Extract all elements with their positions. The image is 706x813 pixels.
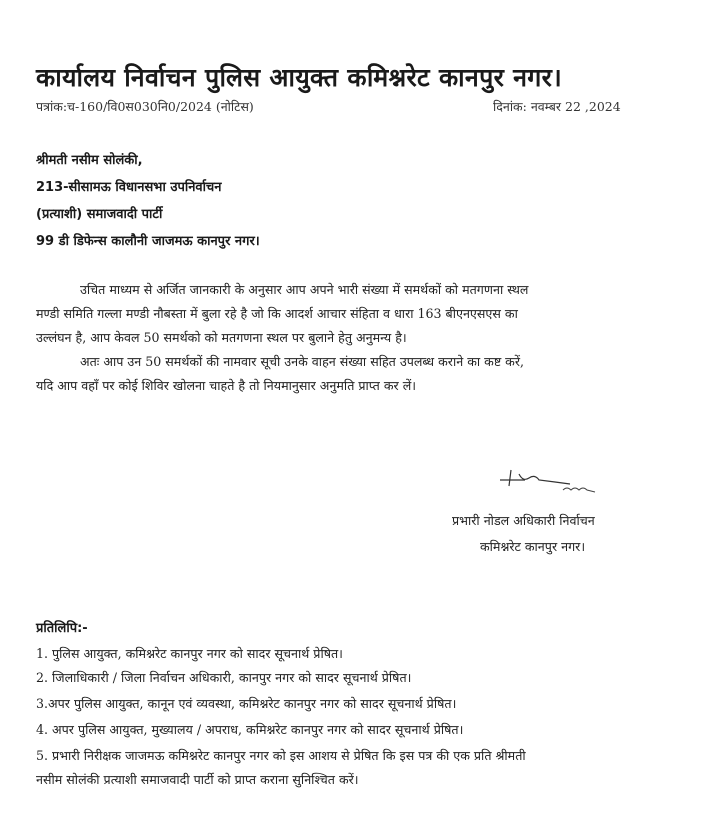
body-line: अतः आप उन 50 समर्थकों की नामवार सूची उनके वाहन संख्या सहित उपलब्ध कराने का कष्ट करें,	[80, 354, 525, 369]
letter-date: दिनांक: नवम्बर 22 ,2024	[493, 99, 621, 114]
copy-item: नसीम सोलंकी प्रत्याशी समाजवादी पार्टी को प्राप्त कराना सुनिश्चित करें।	[36, 772, 359, 787]
body-line: मण्डी समिति गल्ला मण्डी नौबस्ता में बुला रहे है जो कि आदर्श आचार संहिता व धारा 163 बीएनएसएस का	[36, 306, 518, 321]
copies-heading: प्रतिलिपि:-	[36, 621, 88, 636]
copy-item: 4. अपर पुलिस आयुक्त, मुख्यालय / अपराध, कमिश्नरेट कानपुर नगर को सादर सूचनार्थ प्रेषित।	[36, 722, 464, 737]
recipient-party: (प्रत्याशी) समाजवादी पार्टी	[36, 207, 163, 222]
body-line: उल्लंघन है, आप केवल 50 समर्थको को मतगणना स्थल पर बुलाने हेतु अनुमन्य है।	[36, 330, 407, 345]
signatory-office: कमिश्नरेट कानपुर नगर।	[480, 539, 586, 554]
copy-item: 1. पुलिस आयुक्त, कमिश्नरेट कानपुर नगर को सादर सूचनार्थ प्रेषित।	[36, 646, 343, 661]
recipient-constituency: 213-सीसामऊ विधानसभा उपनिर्वाचन	[36, 180, 222, 195]
copy-item: 3.अपर पुलिस आयुक्त, कानून एवं व्यवस्था, कमिश्नरेट कानपुर नगर को सादर सूचनार्थ प्रेषित।	[36, 696, 457, 711]
body-line: उचित माध्यम से अर्जित जानकारी के अनुसार आप अपने भारी संख्या में समर्थकों को मतगणना स्थल	[80, 282, 529, 297]
copy-item: 5. प्रभारी निरीक्षक जाजमऊ कमिश्नरेट कानपुर नगर को इस आशय से प्रेषित कि इस पत्र की एक प्रति श्रीमती	[36, 748, 526, 763]
signature-mark	[495, 462, 615, 502]
reference-number: पत्रांक:च-160/वि0स030नि0/2024 (नोटिस)	[36, 99, 254, 114]
copy-item: 2. जिलाधिकारी / जिला निर्वाचन अधिकारी, कानपुर नगर को सादर सूचनार्थ प्रेषित।	[36, 670, 412, 685]
body-line: यदि आप वहाँ पर कोई शिविर खोलना चाहते है तो नियमानुसार अनुमति प्राप्त कर लें।	[36, 378, 417, 393]
recipient-address: 99 डी डिफेन्स कालौनी जाजमऊ कानपुर नगर।	[36, 234, 260, 249]
office-title: कार्यालय निर्वाचन पुलिस आयुक्त कमिश्नरेट कानपुर नगर।	[36, 63, 562, 92]
recipient-name: श्रीमती नसीम सोलंकी,	[36, 153, 143, 168]
signatory-designation: प्रभारी नोडल अधिकारी निर्वाचन	[452, 513, 595, 528]
